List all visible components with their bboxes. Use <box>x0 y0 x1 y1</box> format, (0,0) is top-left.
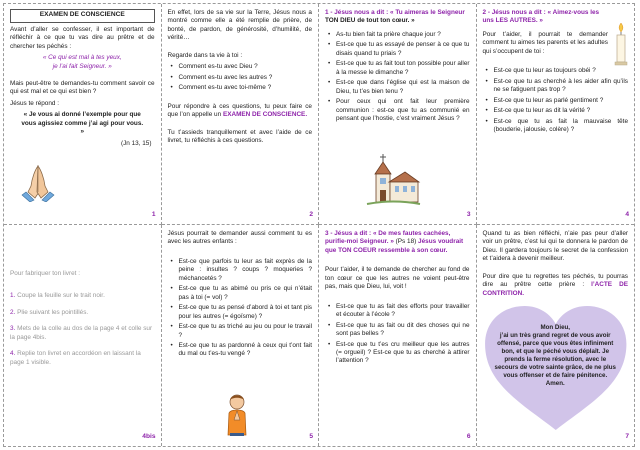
page-number: 1 <box>151 211 156 219</box>
list-item: • As-tu bien fait ta prière chaque jour ? <box>325 31 470 39</box>
prompt-text: Regarde dans ta vie à toi : <box>167 51 243 59</box>
page-number: 4 <box>625 211 629 219</box>
list-item: • Est-ce que tu as fait ou dit des choses qui ne sont pas belles ? <box>325 322 470 339</box>
booklet-sheet <box>3 3 635 447</box>
scripture-reference: (Jn 13, 15) <box>120 139 152 147</box>
panel-page-5 <box>162 225 320 446</box>
page-number: 7 <box>625 433 629 441</box>
panel-page-1 <box>4 4 162 225</box>
assembly-instructions <box>10 270 155 367</box>
praying-hands-icon <box>18 162 58 202</box>
intro-text: Quand tu as bien réfléchi, n’aie pas peur d’aller voir un prêtre, c’est lui qui te donnera le pardon de Dieu. Il gardera toujours le secret de la confession et t’aidera à devenir meilleur. <box>482 230 628 263</box>
list-item: • Est-ce que parfois tu leur as fait exprès de la peine : insultes ? coups ? moqueries ? méchancetés ? <box>168 258 313 283</box>
step-1: 1. Coupe la feuille sur le trait noir. <box>10 292 105 300</box>
contrition-intro: Pour dire que tu regrettes tes péchés, tu pourras dire au prêtre cette prière : l’ACTE DE CONTRITION. <box>482 272 628 297</box>
prayer-body: j’ai un très grand regret de vous avoir offensé, parce que vous êtes infiniment bon, et que le péché vous déplaît. Je prends la ferme résolution, avec le secours de votre sainte grâce, de ne plus vous offenser et de faire pénitence. <box>494 332 616 380</box>
step-2: 2. Plie suivant les pointillés. <box>10 308 89 316</box>
list-item: • Comment es-tu avec Dieu ? <box>168 63 313 71</box>
prayer-title: Mon Dieu, <box>540 324 571 331</box>
question-list <box>325 303 470 366</box>
panel-page-7 <box>477 225 635 446</box>
panel-page-4bis <box>4 225 162 446</box>
intro-text: Pour t’aider, il te demande de chercher au fond de ton cœur ce que les autres ne voient peut-être pas, mais que Dieu, lui, voit ! <box>325 266 470 291</box>
question-list <box>325 31 470 124</box>
page-number: 5 <box>309 433 313 441</box>
list-item: • Comment es-tu avec toi-même ? <box>168 84 313 92</box>
praying-child-icon <box>222 393 252 437</box>
step-3: 3. Mets de la colle au dos de la page 4 et colle sur la page 4bis. <box>10 325 153 341</box>
list-item: • Est-ce que tu as triché au jeu ou pour le travail ? <box>168 323 313 340</box>
instruction-text: Tu t’assieds tranquillement et avec l’aide de ce livret, tu réfléchis à ces questions. <box>167 128 312 144</box>
panel-page-6 <box>319 225 477 446</box>
section-heading: 3 - Jésus a dit : « De mes fautes cachées, purifie-moi Seigneur. » (Ps 18) Jésus voudrait que TON COEUR ressemble à son cœur. <box>325 230 464 254</box>
panel-page-4 <box>477 4 635 225</box>
list-item: • Est-ce que tu as abimé ou pris ce qui n’était pas à toi (= vol) ? <box>168 285 313 302</box>
list-item: • Est-ce que tu leur as parlé gentiment ? <box>483 97 629 105</box>
list-item: • Est-ce que tu as fait la mauvaise tête (bouderie, jalousie, colère) ? <box>483 118 629 135</box>
list-item: • Est-ce que tu t’es cru meilleur que les autres (= orgueil) ? Est-ce que tu as cherché à attirer l’attention ? <box>325 341 470 366</box>
jesus-quote: « Je vous ai donné l’exemple pour que vous agissiez comme j’ai agi pour vous. » <box>21 111 144 136</box>
intro-text: Jésus pourrait te demander aussi comment tu es avec les autres enfants : <box>167 230 312 246</box>
panel-page-2 <box>162 4 320 225</box>
list-item: • Est-ce que tu leur as dit la vérité ? <box>483 107 629 115</box>
contrition-prayer <box>483 324 629 389</box>
question-list <box>168 258 313 359</box>
list-item: • Comment es-tu avec les autres ? <box>168 74 313 82</box>
list-item: • Est-ce que tu leur as toujours obéi ? <box>483 67 629 75</box>
list-item: • Est-ce que tu as fait des efforts pour travailler et écouter à l’école ? <box>325 303 470 320</box>
church-icon <box>365 152 421 206</box>
page-number: 4bis <box>142 433 156 441</box>
intro-text: Pour t’aider, il pourrait te demander comment tu aimes tes parents et les adultes qui s’occupent de toi : <box>482 30 608 55</box>
candle-icon <box>614 22 628 66</box>
question-list <box>483 67 629 134</box>
instructions-title: Pour fabriquer ton livret : <box>10 270 80 277</box>
step-4: 4. Replie ton livret en accordéon en laissant la page 1 visible. <box>10 350 141 366</box>
section-heading: 2 - Jésus nous a dit : « Aimez-vous les uns LES AUTRES. » <box>482 9 600 25</box>
examen-explanation: Pour répondre à ces questions, tu peux faire ce que l’on appelle un EXAMEN DE CONSCIENCE. <box>167 102 312 119</box>
question-text: Mais peut-être te demandes-tu comment savoir ce qui est mal et ce qui est bien ? <box>10 79 155 96</box>
list-item: • Pour ceux qui ont fait leur première communion : est-ce que tu as communié en pensant que l’hostie, c’est vraiment Jésus ? <box>325 98 470 123</box>
booklet-title: EXAMEN DE CONSCIENCE <box>10 9 155 23</box>
list-item: • Est-ce que tu as pensé d’abord à toi et tant pis pour les autres (= égoïsme) ? <box>168 304 313 321</box>
prayer-amen: Amen. <box>545 380 565 388</box>
panel-page-3 <box>319 4 477 225</box>
psalm-quote: « Ce qui est mal à tes yeux, je l’ai fait Seigneur. » <box>42 54 122 70</box>
answer-intro: Jésus te répond : <box>10 99 60 107</box>
section-heading: 1 - Jésus nous a dit : « Tu aimeras le Seigneur TON DIEU de tout ton cœur. » <box>325 9 465 25</box>
page-number: 2 <box>309 211 313 219</box>
intro-text: En effet, lors de sa vie sur la Terre, Jésus nous a montré comme elle a été remplie de prière, de bonté, de pardon, de générosité, d’humilité, de vérité… <box>167 9 312 42</box>
intro-text: Avant d’aller se confesser, il est important de réfléchir à ce que tu vas dire au prêtre et de chercher tes péchés : <box>10 25 155 50</box>
question-list <box>168 63 313 92</box>
list-item: • Est-ce que tu as essayé de penser à ce que tu disais quand tu priais ? <box>325 41 470 58</box>
list-item: • Est-ce que tu as fait tout ton possible pour aller à la messe le dimanche ? <box>325 60 470 77</box>
list-item: • Est-ce que dans l’église qui est la maison de Dieu, tu t’es bien tenu ? <box>325 79 470 96</box>
prayer-heart <box>483 304 629 432</box>
list-item: • Est-ce que tu as pardonné à ceux qui t’ont fait du mal ou t’es-tu vengé ? <box>168 342 313 359</box>
list-item: • Est-ce que tu as cherché à les aider afin qu’ils ne se fatiguent pas trop ? <box>483 78 629 95</box>
page-number: 3 <box>466 211 471 219</box>
page-number: 6 <box>466 433 471 441</box>
